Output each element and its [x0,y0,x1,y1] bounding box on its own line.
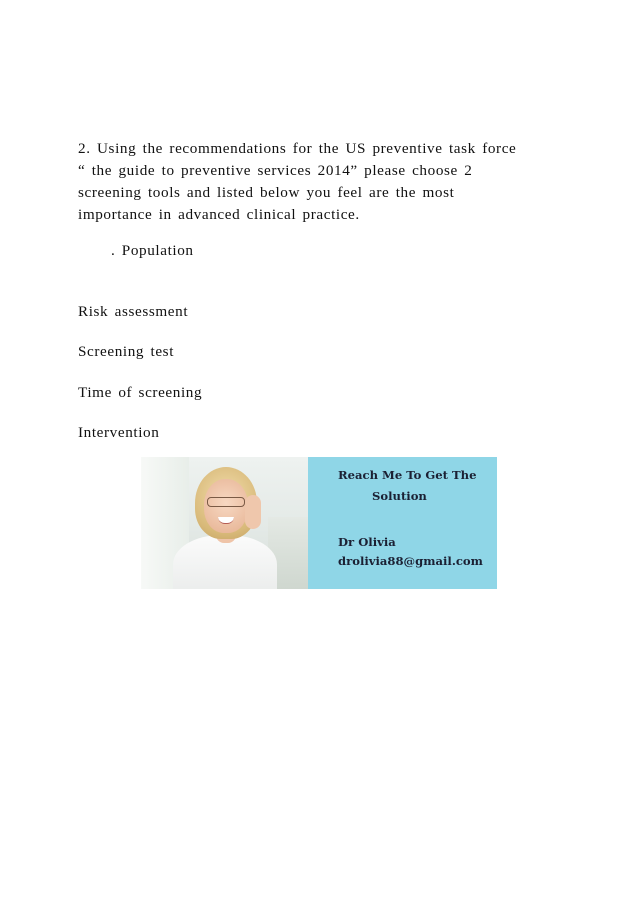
photo-hand [245,495,261,529]
list-item-population: . Population [111,242,194,259]
banner-headline-line2: Solution [372,489,427,503]
list-item-intervention: Intervention [78,424,160,441]
question-line: “ the guide to preventive services 2014” please choose 2 [78,162,473,179]
woman-photo [141,457,308,589]
contact-panel [308,457,497,589]
question-line: 2. Using the recommendations for the US preventive task force [78,140,517,157]
question-line: screening tools and listed below you feel are the most [78,184,455,201]
glasses-icon [207,497,245,507]
banner-email: drolivia88@gmail.com [338,554,483,568]
banner-name: Dr Olivia [338,535,396,549]
contact-banner-image [141,457,497,589]
question-paragraph [78,138,578,226]
banner-headline-line1: Reach Me To Get The [338,468,477,482]
list-item-risk-assessment: Risk assessment [78,303,189,320]
list-item-time-of-screening: Time of screening [78,384,203,401]
photo-body [173,535,277,589]
question-line: importance in advanced clinical practice. [78,206,360,223]
list-item-screening-test: Screening test [78,343,175,360]
